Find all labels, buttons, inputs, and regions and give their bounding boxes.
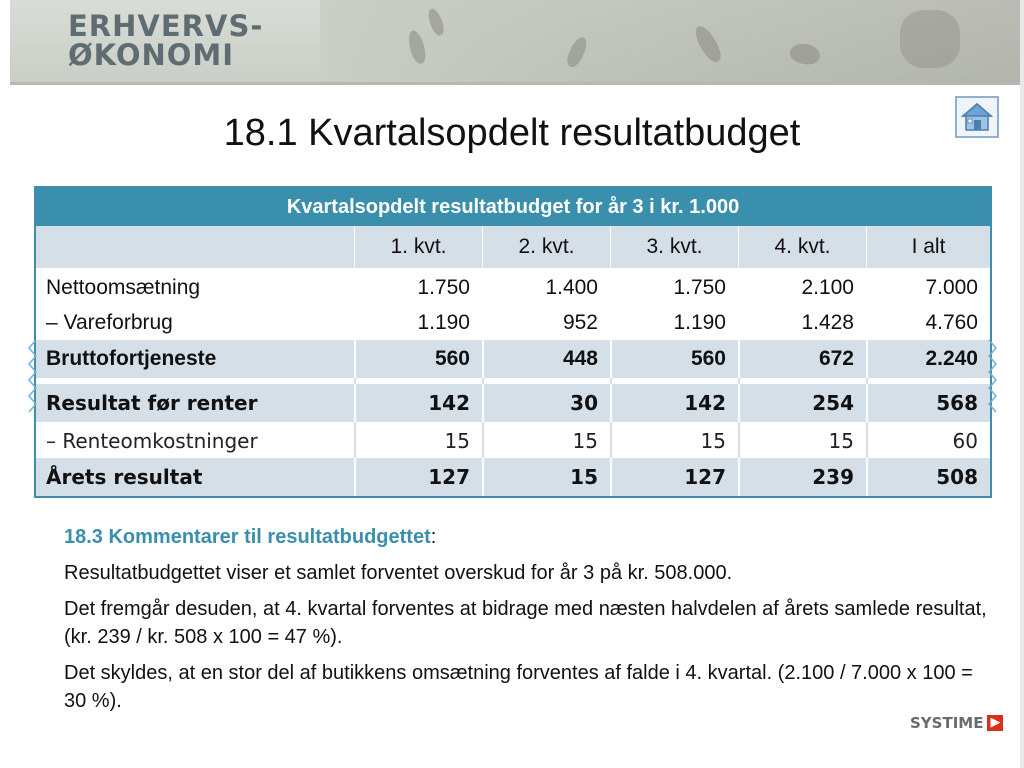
table-cell: 127 (610, 458, 738, 496)
comment-paragraph: Det fremgår desuden, at 4. kvartal forventes at bidrage med næsten halvdelen af årets samlede resultat, (kr. 239 / kr. 508 x 100 = 47 %). (64, 598, 987, 648)
table-cell: 1.750 (417, 276, 470, 299)
table-cell: 127 (354, 458, 482, 496)
table-caption: Kvartalsopdelt resultatbudget for år 3 i kr. 1.000 (36, 188, 990, 226)
table-cell: 1.428 (801, 311, 854, 334)
table-row (36, 268, 990, 304)
table-cell: 30 (482, 384, 610, 422)
arrow-icon: ▶ (987, 715, 1003, 731)
row-label: – Vareforbrug (46, 311, 173, 334)
row-label: Årets resultat (46, 465, 203, 489)
table-cell: 15 (610, 422, 738, 458)
table-row (36, 340, 990, 378)
table-cell: 1.190 (417, 311, 470, 334)
torn-edge-right (985, 338, 999, 414)
table-cell: 7.000 (925, 276, 978, 299)
column-header: 4. kvt. (738, 226, 866, 268)
table-cell: 448 (482, 340, 610, 378)
table-header-row (36, 226, 990, 268)
comments-heading-colon: : (430, 526, 437, 548)
table-cell: 508 (866, 458, 990, 496)
comments-heading: 18.3 Kommentarer til resultatbudgettet (64, 526, 431, 548)
table-cell: 239 (738, 458, 866, 496)
table-cell: 15 (354, 422, 482, 458)
table-cell: 568 (866, 384, 990, 422)
table-cell: 560 (610, 340, 738, 378)
column-header: 1. kvt. (354, 226, 482, 268)
logo (68, 9, 264, 72)
table-cell: 254 (738, 384, 866, 422)
logo-line-1: ERHVERVS- (68, 9, 264, 43)
slide-title: 18.1 Kvartalsopdelt resultatbudget (223, 112, 801, 154)
comments-section (64, 523, 994, 723)
table-cell: 15 (738, 422, 866, 458)
row-label: – Renteomkostninger (46, 429, 258, 453)
column-header: 3. kvt. (610, 226, 738, 268)
column-header (36, 226, 354, 268)
table-cell: 1.190 (673, 311, 726, 334)
home-icon (960, 101, 994, 133)
column-header: 2. kvt. (482, 226, 610, 268)
table-cell: 672 (738, 340, 866, 378)
logo-line-2: ØKONOMI (68, 38, 235, 72)
table-row (36, 304, 990, 340)
table-cell: 952 (562, 311, 598, 334)
comment-paragraph: Det skyldes, at en stor del af butikkens omsætning forventes af falde i 4. kvartal. (2.100 / 7.000 x 100 = 30 %). (64, 662, 973, 712)
table-row (36, 384, 990, 422)
budget-table (34, 186, 992, 498)
table-cell: 4.760 (925, 311, 978, 334)
table-row (36, 458, 990, 496)
comment-paragraph: Resultatbudgettet viser et samlet forventet overskud for år 3 på kr. 508.000. (64, 562, 733, 584)
table-cell: 15 (482, 458, 610, 496)
header-banner (10, 0, 1020, 85)
row-label: Resultat før renter (46, 391, 258, 415)
table-cell: 15 (482, 422, 610, 458)
row-label: Nettoomsætning (46, 276, 201, 299)
row-label: Bruttofortjeneste (46, 347, 217, 370)
table-cell: 142 (610, 384, 738, 422)
home-button[interactable] (955, 96, 999, 138)
column-header: I alt (866, 226, 990, 268)
table-cell: 1.750 (673, 276, 726, 299)
table-cell: 2.100 (801, 276, 854, 299)
table-cell: 60 (866, 422, 990, 458)
table-cell: 1.400 (545, 276, 598, 299)
table-row (36, 422, 990, 458)
torn-edge-left (26, 338, 40, 414)
table-cell: 142 (354, 384, 482, 422)
brand-name: SYSTIME (910, 714, 984, 732)
systime-logo (910, 714, 1003, 732)
table-cell: 2.240 (866, 340, 990, 378)
table-cell: 560 (354, 340, 482, 378)
